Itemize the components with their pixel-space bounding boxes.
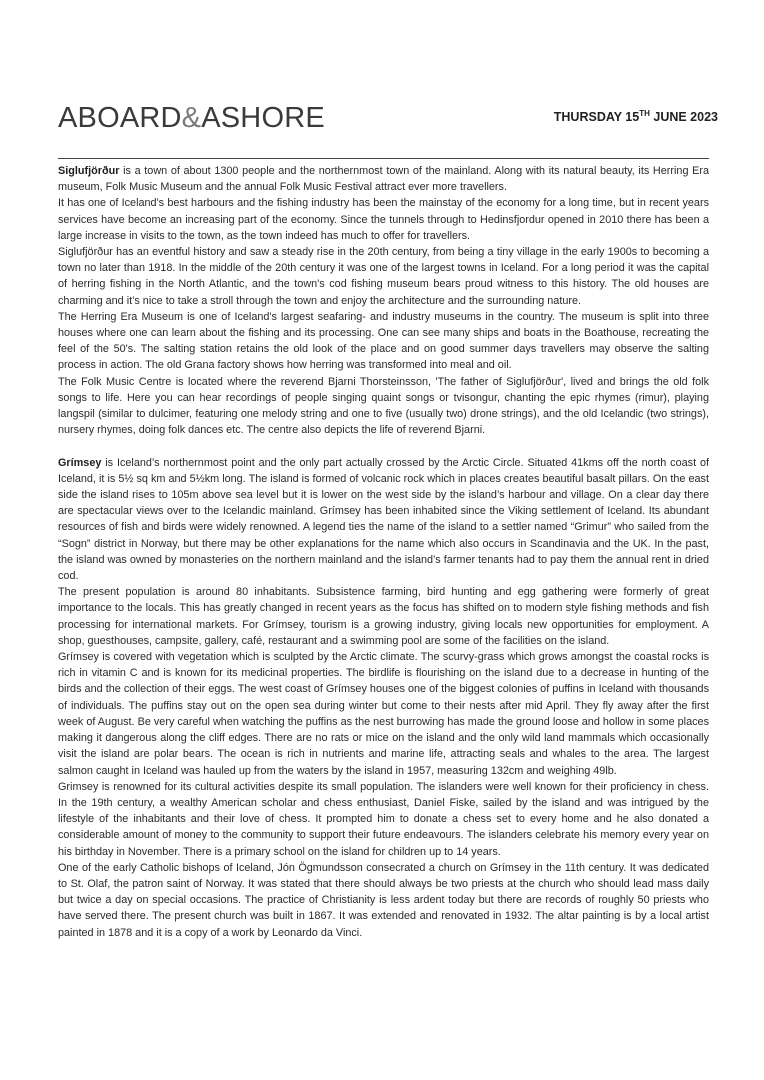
paragraph: The Herring Era Museum is one of Iceland's largest seafaring- and industry museums in the country. The museum is split into three houses where one can learn about the fishing and its processing. One can see many ships and boats in the Boathouse, recreating the feel of the 50's. The salting station retains the old look of the place and on good summer days travellers may observe the salting process in action. The old Grana factory shows how herring was transformed into meal and oil. (58, 310, 709, 372)
paragraph-text: is Iceland’s northernmost point and the only part actually crossed by the Arctic Circle. Situated 41kms off the north coast of Iceland, it is 5½ sq km and 5½km long. The island is formed of volcanic rock which in places creates beautiful basalt pillars. On the east side the island rises to 105m above sea level but it is lower on the west side by the island’s harbour and village. On a clear day there are spectacular views over to the Icelandic mainland. Grímsey has been inhabited since the Viking settlement of Iceland. Its abundant resources of fish and birds were widely renowned. A legend ties the name of the island to a settler named “Grimur” who sailed from the “Sogn” district in Norway, but there may be other explanations for the name which also occurs in Scandinavia and the UK. In the past, the island was owned by monasteries on the northern mainland and the island’s farmer tenants had to pay them the annual rent in dried cod. (58, 456, 709, 583)
issue-date-ordinal: TH (639, 109, 650, 118)
issue-date-month-year: JUNE 2023 (649, 110, 718, 124)
place-name-grimsey: Grímsey (58, 456, 102, 469)
issue-date-day: THURSDAY 15 (553, 110, 640, 124)
paragraph: It has one of Iceland's best harbours and the fishing industry has been the mainstay of the economy for a long time, but in recent years services have become an increasing part of the economy. Since the tunnels through to Hedinsfjordur opened in 2010 there has been a large increase in visits to the town, as the town indeed has much to offer for travellers. (58, 197, 709, 242)
paragraph-text: is a town of about 1300 people and the northernmost town of the mainland. Along with its natural beauty, its Herring Era museum, Folk Music Museum and the annual Folk Music Festival attract ever more travellers. (58, 165, 709, 194)
page-header (58, 102, 718, 142)
masthead-ampersand: & (181, 102, 202, 134)
paragraph: One of the early Catholic bishops of Iceland, Jón Ögmundsson consecrated a church on Grímsey in the 11th century. It was dedicated to St. Olaf, the patron saint of Norway. It was stated that there should always be two priests at the church who should lead mass daily but twice a day on special occasions. The practice of Christianity is less ardent today but there are records of roughly 50 priests who have served there. The present church was built in 1867. It was extended and renovated in 1932. The altar painting is by a local artist painted in 1878 and it is a copy of a work by Leonardo da Vinci. (58, 861, 709, 939)
masthead-ashore: ASHORE (201, 102, 325, 134)
paragraph (58, 163, 709, 195)
issue-date (554, 109, 718, 124)
section-spacer (58, 438, 709, 454)
header-divider (58, 158, 709, 159)
paragraph (58, 455, 709, 585)
section-grimsey (58, 455, 709, 941)
masthead-logo (58, 102, 325, 135)
article-body (58, 163, 709, 941)
paragraph: Siglufjörður has an eventful history and saw a steady rise in the 20th century, from being a tiny village in the early 1900s to becoming a town no later than 1918. In the middle of the 20th century it was one of the largest towns in Iceland. For a long period it was the capital of herring fishing in the North Atlantic, and the town's cod fishing museum bears proud witness to this history. The old houses are charming and it’s nice to take a stroll through the town and enjoy the architecture and the surrounding nature. (58, 246, 709, 307)
section-siglufjordur (58, 163, 709, 438)
place-name-siglufjordur: Siglufjörður (58, 165, 120, 177)
paragraph: The Folk Music Centre is located where the reverend Bjarni Thorsteinsson, 'The father of Siglufjörður', lived and brings the old folk songs to life. Here you can hear recordings of people singing quaint songs or tvisongur, chanting the epic rhymes (rimur), playing langspil (similar to dulcimer, featuring one melody string and one to five (usually two) drone strings), and the old Icelandic (two strings), nursery rhymes, doing folk dances etc. The centre also depicts the life of reverend Bjarni. (58, 375, 709, 437)
paragraph: Grimsey is renowned for its cultural activities despite its small population. The islanders were well known for their proficiency in chess. In the 19th century, a wealthy American scholar and chess enthusiast, Daniel Fiske, sailed by the island and was intrigued by the lifestyle of the inhabitants and their love of chess. It prompted him to donate a chess set to every home and he also donated a considerable amount of money to the community to support their future endeavours. The islanders celebrate his memory every year on his birthday in November. There is a primary school on the island for children up to 14 years. (58, 780, 709, 858)
paragraph: The present population is around 80 inhabitants. Subsistence farming, bird hunting and egg gathering were formerly of great importance to the locals. This has greatly changed in recent years as the focus has shifted on to modern style fishing methods and fish processing for international markets. For Grímsey, tourism is a growing industry, giving locals new opportunities for employment. A shop, guesthouses, campsite, gallery, café, restaurant and a swimming pool are some of the facilities on the island. (58, 586, 709, 647)
masthead-aboard: ABOARD (58, 102, 182, 134)
paragraph: Grímsey is covered with vegetation which is sculpted by the Arctic climate. The scurvy-grass which grows amongst the coastal rocks is rich in vitamin C and is known for its medicinal properties. The birdlife is flourishing on the island due to a decrease in hunting of the birds and the collection of their eggs. The west coast of Grímsey houses one of the biggest colonies of puffins in Iceland with thousands of individuals. The puffins stay out on the open sea during winter but come to their nests after mid April. They fly away after the first week of August. Be very careful when watching the puffins as the nest burrowing has made the ground loose and hollow in some places making it dangerous along the cliff edges. There are no rats or mice on the island and the only wild land mammals which occasionally visit the island are polar bears. The ocean is rich in nutrients and marine life, attracting seals and whales to the area. The largest salmon caught in Iceland was hauled up from the waters by the island in 1957, measuring 132cm and weighing 49lb. (58, 651, 709, 777)
